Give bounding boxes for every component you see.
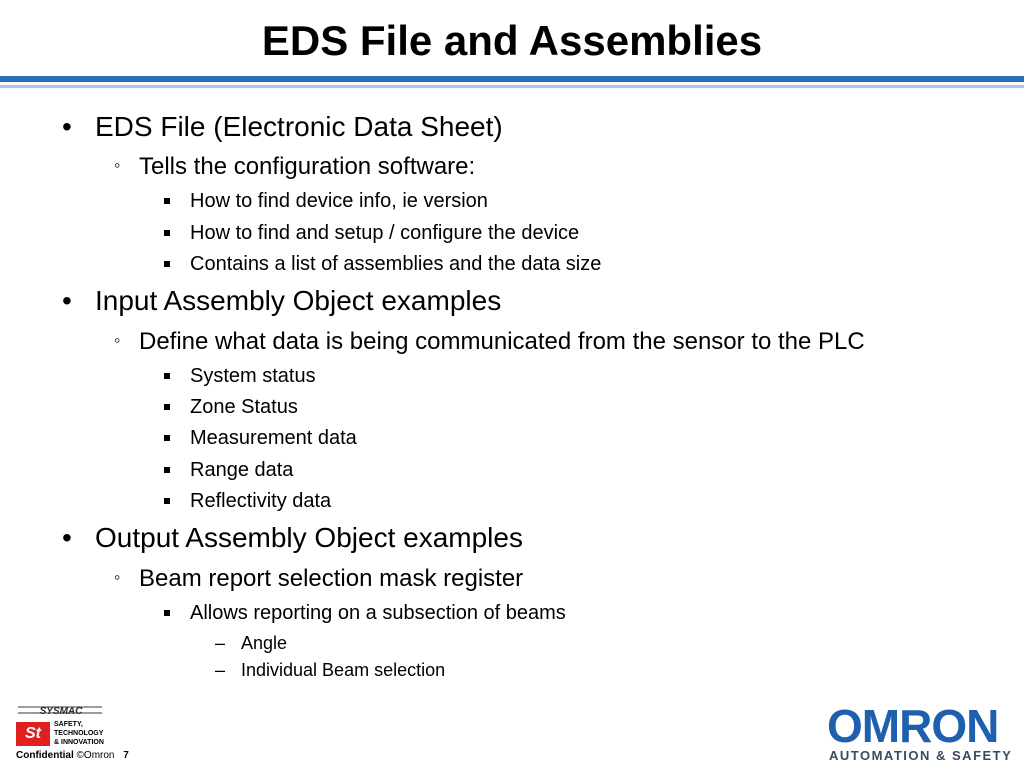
sti-logo-icon: St [16, 722, 50, 746]
sub-bullet-marker: ◦ [114, 330, 121, 350]
bullet-marker: • [62, 522, 72, 553]
sti-logo-text: SAFETY, TECHNOLOGY & INNOVATION [54, 721, 104, 746]
list-item-text: Allows reporting on a subsection of beams [190, 602, 566, 624]
square-bullet-marker [164, 198, 170, 204]
footer-copyright: ©Omron [76, 750, 115, 761]
bullet-text: Input Assembly Object examples [95, 285, 502, 316]
square-bullet-marker [164, 373, 170, 379]
square-bullet-marker [164, 498, 170, 504]
bullet-text: EDS File (Electronic Data Sheet) [95, 111, 503, 142]
square-bullet-marker [164, 435, 170, 441]
square-bullet-marker [164, 230, 170, 236]
sub-bullet-text: Tells the configuration software: [139, 153, 476, 180]
dash-marker: – [215, 660, 226, 680]
square-bullet-marker [164, 261, 170, 267]
omron-tagline: AUTOMATION & SAFETY [829, 748, 1013, 763]
bullet-text: Output Assembly Object examples [95, 522, 523, 553]
slide-title: EDS File and Assemblies [261, 17, 763, 64]
list-item-text: Measurement data [190, 427, 357, 449]
bullet-marker: • [62, 285, 72, 316]
title-rule-light [0, 85, 1024, 88]
sysmac-logo-text: SYSMAC [39, 706, 83, 716]
list-item-text: System status [190, 365, 316, 387]
list-item-text: How to find device info, ie version [190, 190, 488, 212]
footer [16, 750, 129, 761]
sub-bullet-text: Define what data is being communicated from the sensor to the PLC [139, 328, 865, 355]
list-item-text: Range data [190, 459, 294, 481]
sysmac-logo [16, 704, 106, 716]
omron-logo: OMRON [827, 700, 999, 752]
square-bullet-marker [164, 467, 170, 473]
list-item-text: How to find and setup / configure the device [190, 222, 580, 244]
sub-bullet-text: Beam report selection mask register [139, 565, 524, 592]
page-number: 7 [123, 750, 129, 761]
square-bullet-marker [164, 610, 170, 616]
list-item-text: Zone Status [190, 396, 298, 418]
square-bullet-marker [164, 404, 170, 410]
dash-item-text: Angle [241, 633, 288, 653]
list-item-text: Contains a list of assemblies and the data size [190, 253, 602, 275]
sub-bullet-marker: ◦ [114, 567, 121, 587]
title-rule [0, 76, 1024, 82]
footer-confidential: Confidential [16, 750, 74, 761]
list-item-text: Reflectivity data [190, 490, 332, 512]
bullet-marker: • [62, 111, 72, 142]
dash-item-text: Individual Beam selection [241, 660, 446, 680]
sub-bullet-marker: ◦ [114, 155, 121, 175]
dash-marker: – [215, 633, 226, 653]
